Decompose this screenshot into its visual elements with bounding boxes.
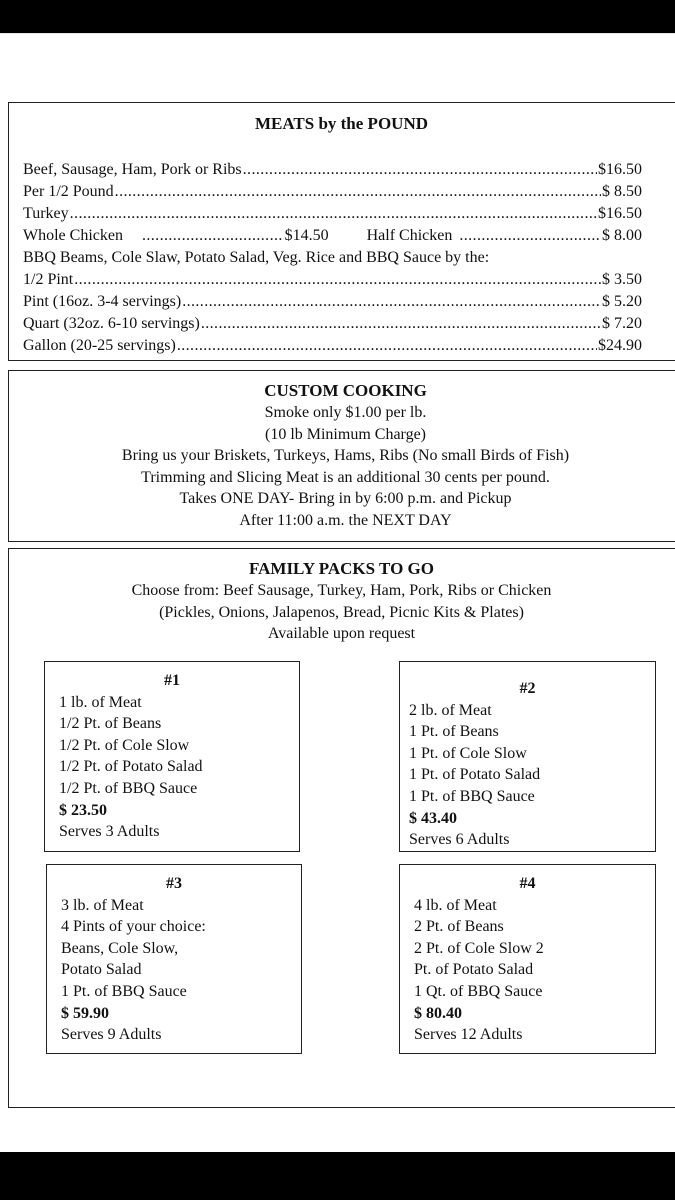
price-row: [23, 161, 642, 183]
dot-leader: [70, 205, 597, 223]
pack-item: 1 Pt. of Cole Slow: [409, 744, 527, 762]
family-pack-2: [399, 661, 656, 852]
pack-price: $ 80.40: [414, 1004, 462, 1022]
dot-leader: [182, 293, 601, 311]
sides-heading: BBQ Beams, Cole Slaw, Potato Salad, Veg. Rice and BBQ Sauce by the:: [23, 249, 490, 266]
pack-price: $ 59.90: [61, 1004, 109, 1022]
custom-line: Smoke only $1.00 per lb.: [264, 404, 427, 421]
pack-item: 1 Pt. of Beans: [409, 723, 499, 741]
pack-item: 2 lb. of Meat: [409, 701, 492, 719]
whole-chicken-label: Whole Chicken: [23, 227, 123, 244]
pack-title: #4: [519, 875, 536, 892]
dot-leader: [201, 315, 601, 333]
dot-leader: [459, 227, 601, 245]
pack-item: Beans, Cole Slow,: [61, 939, 179, 957]
family-pack-4: [399, 864, 656, 1054]
item-price: $ 8.50: [602, 183, 642, 200]
meats-title: MEATS by the POUND: [255, 114, 428, 133]
pack-serves: Serves 3 Adults: [59, 823, 160, 841]
dot-leader: [74, 271, 601, 289]
dot-leader: [177, 337, 597, 355]
price-row: [23, 183, 642, 205]
item-price: $24.90: [598, 337, 642, 354]
half-chicken-label: Half Chicken: [366, 227, 453, 244]
top-black-bar: [0, 0, 675, 33]
custom-line: (10 lb Minimum Charge): [264, 425, 427, 443]
dot-leader: [243, 161, 597, 179]
pack-item: 4 Pints of your choice:: [61, 918, 206, 936]
family-line: Available upon request: [267, 625, 416, 643]
pack-item: 1 lb. of Meat: [59, 693, 142, 711]
custom-title: CUSTOM COOKING: [264, 381, 427, 400]
bottom-black-bar: [0, 1152, 675, 1200]
item-price: $16.50: [598, 205, 642, 222]
pack-title: #3: [166, 875, 182, 892]
pack-item: 1 Pt. of BBQ Sauce: [61, 982, 187, 1000]
pack-item: 2 Pt. of Cole Slow 2: [414, 939, 544, 957]
custom-line: Trimming and Slicing Meat is an additional 30 cents per pound.: [141, 468, 550, 486]
pack-item: 1 Pt. of BBQ Sauce: [409, 787, 535, 805]
whole-chicken-price: $14.50: [284, 227, 329, 244]
sides-heading-row: [23, 249, 642, 271]
meats-section: [8, 102, 675, 361]
meats-price-list: [23, 161, 642, 359]
pack-item: Pt. of Potato Salad: [414, 961, 534, 979]
price-row: [23, 205, 642, 227]
pack-item: Potato Salad: [61, 961, 142, 979]
item-label: Quart (32oz. 6-10 servings): [23, 315, 200, 332]
pack-item: 1/2 Pt. of Cole Slow: [59, 736, 190, 754]
family-header: [9, 558, 674, 645]
family-pack-1: [44, 661, 300, 852]
pack-price: $ 43.40: [409, 809, 457, 827]
item-label: Turkey: [23, 205, 69, 222]
pack-item: 4 lb. of Meat: [414, 896, 497, 914]
pack-title: #2: [519, 680, 536, 697]
item-label: Per 1/2 Pound: [23, 183, 114, 200]
family-packs-section: [8, 548, 675, 1108]
item-label: Pint (16oz. 3-4 servings): [23, 293, 182, 310]
pack-item: 1/2 Pt. of Beans: [59, 715, 162, 733]
item-label: Beef, Sausage, Ham, Pork or Ribs: [23, 161, 242, 178]
top-divider: [0, 33, 675, 34]
item-label: Gallon (20-25 servings): [23, 337, 176, 354]
pack-item: 1/2 Pt. of Potato Salad: [59, 758, 203, 776]
family-title: FAMILY PACKS TO GO: [249, 559, 434, 578]
custom-cooking-section: [8, 370, 675, 542]
pack-serves: Serves 12 Adults: [414, 1026, 523, 1044]
item-price: $ 5.20: [602, 293, 642, 310]
family-pack-3: [46, 864, 302, 1054]
pack-serves: Serves 6 Adults: [409, 831, 510, 849]
pack-serves: Serves 9 Adults: [61, 1026, 162, 1044]
dot-leader: [142, 227, 284, 245]
custom-line: Bring us your Briskets, Turkeys, Hams, Ribs (No small Birds of Fish): [121, 447, 570, 465]
price-row: [23, 293, 642, 315]
family-line: Choose from: Beef Sausage, Turkey, Ham, Pork, Ribs or Chicken: [131, 582, 552, 599]
half-chicken-price: $ 8.00: [602, 227, 642, 244]
price-row: [23, 271, 642, 293]
family-line: (Pickles, Onions, Jalapenos, Bread, Picnic Kits & Plates): [159, 603, 524, 621]
price-row: [23, 315, 642, 337]
pack-title: #1: [164, 672, 180, 689]
item-price: $16.50: [598, 161, 642, 178]
custom-line: After 11:00 a.m. the NEXT DAY: [239, 511, 452, 529]
chicken-row: [23, 227, 642, 249]
pack-item: 1 Qt. of BBQ Sauce: [414, 982, 543, 1000]
pack-price: $ 23.50: [59, 801, 107, 819]
pack-item: 2 Pt. of Beans: [414, 918, 504, 936]
pack-item: 3 lb. of Meat: [61, 896, 144, 914]
price-row: [23, 337, 642, 359]
pack-item: 1 Pt. of Potato Salad: [409, 766, 541, 784]
custom-line: Takes ONE DAY- Bring in by 6:00 p.m. and Pickup: [179, 490, 512, 508]
item-label: 1/2 Pint: [23, 271, 74, 288]
item-price: $ 7.20: [602, 315, 642, 332]
pack-item: 1/2 Pt. of BBQ Sauce: [59, 779, 198, 797]
item-price: $ 3.50: [602, 271, 642, 288]
dot-leader: [115, 183, 601, 201]
